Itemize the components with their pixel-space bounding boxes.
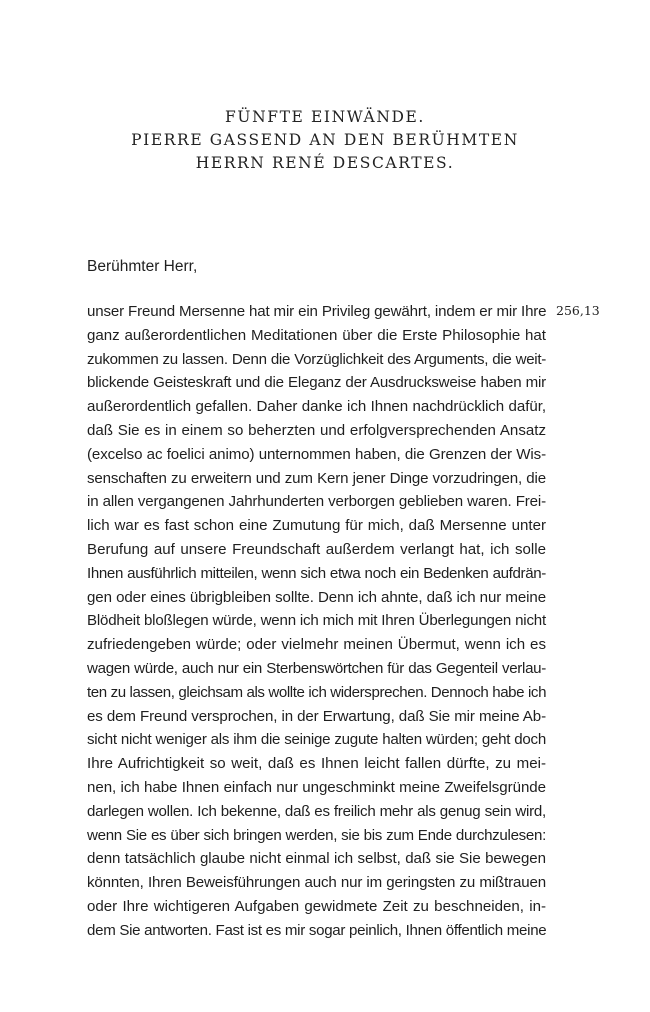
text-line: darlegen wollen. Ich bekenne, daß es freilich mehr als genug sein wird, — [87, 802, 546, 820]
text-line: in allen vergangenen Jahrhunderten verborgen geblieben waren. Frei- — [87, 493, 546, 511]
text-line: könnten, Ihren Beweisführungen auch nur im geringsten zu mißtrauen — [87, 874, 546, 892]
margin-page-reference: 256,13 — [556, 303, 600, 318]
text-line: ten zu lassen, gleichsam als wollte ich widersprechen. Dennoch habe ich — [87, 683, 547, 701]
text-line: blickende Geisteskraft und die Eleganz der Ausdrucksweise haben mir — [87, 374, 546, 392]
text-line: Ihre Aufrichtigkeit so weit, daß es Ihnen leicht fallen dürfte, zu mei- — [87, 755, 546, 773]
text-line: es dem Freund versprochen, in der Erwartung, daß Sie mir meine Ab- — [87, 707, 546, 725]
text-line: außerordentlich gefallen. Daher danke ich Ihnen nachdrücklich dafür, — [87, 398, 546, 416]
text-line: ganz außerordentlichen Meditationen über die Erste Philosophie hat — [87, 326, 546, 344]
text-line: sicht nicht weniger als ihm die seinige zugute halten würden; geht doch — [87, 731, 546, 749]
text-line: zufriedengeben würde; oder vielmehr meinen Übermut, wenn ich es — [87, 636, 546, 654]
text-line: unser Freund Mersenne hat mir ein Privileg gewährt, indem er mir Ihre — [87, 303, 547, 320]
text-line: (excelso ac foelici animo) unternommen haben, die Grenzen der Wis- — [87, 445, 546, 463]
text-line: Ihnen ausführlich mitteilen, wenn sich etwa noch ein Bedenken aufdrän- — [87, 564, 546, 582]
heading-line-2: PIERRE GASSEND AN DEN BERÜHMTEN — [131, 131, 519, 149]
text-line: lich war es fast schon eine Zumutung für mich, daß Mersenne unter — [87, 517, 546, 535]
text-line: Berufung auf unsere Freundschaft außerdem verlangt hat, ich solle — [87, 540, 546, 558]
text-line: nen, ich habe Ihnen einfach nur ungeschminkt meine Zweifelsgründe — [87, 778, 546, 796]
text-line: daß Sie es in einem so beherzten und erfolgversprechenden Ansatz — [87, 421, 546, 439]
heading-line-1: FÜNFTE EINWÄNDE. — [225, 108, 425, 126]
text-line: oder Ihre wichtigeren Aufgaben gewidmete Zeit zu beschneiden, in- — [87, 897, 546, 915]
text-line: Blödheit bloßlegen würde, wenn ich mich mit Ihren Überlegungen nicht — [87, 612, 546, 630]
text-line: zukommen zu lassen. Denn die Vorzüglichkeit des Arguments, die weit- — [87, 350, 546, 368]
text-line: wenn Sie es über sich bringen werden, sie bis zum Ende durchzulesen: — [87, 826, 546, 844]
salutation: Berühmter Herr, — [87, 258, 198, 275]
body-paragraph — [87, 300, 546, 943]
text-line: dem Sie antworten. Fast ist es mir sogar peinlich, Ihnen öffentlich meine — [87, 921, 547, 939]
chapter-heading — [80, 106, 570, 175]
text-line: wagen würde, auch nur ein Sterbenswörtchen für das Gegenteil verlau- — [87, 659, 546, 677]
heading-line-3: HERRN RENÉ DESCARTES. — [195, 154, 455, 172]
text-line: gen oder eines übrigbleiben sollte. Denn ich ahnte, daß ich nur meine — [87, 588, 546, 606]
text-line: denn tatsächlich glaube nicht einmal ich selbst, daß sie Sie bewegen — [87, 850, 546, 868]
text-line: senschaften zu erweitern und zum Kern jener Dinge vorzudringen, die — [87, 469, 546, 487]
